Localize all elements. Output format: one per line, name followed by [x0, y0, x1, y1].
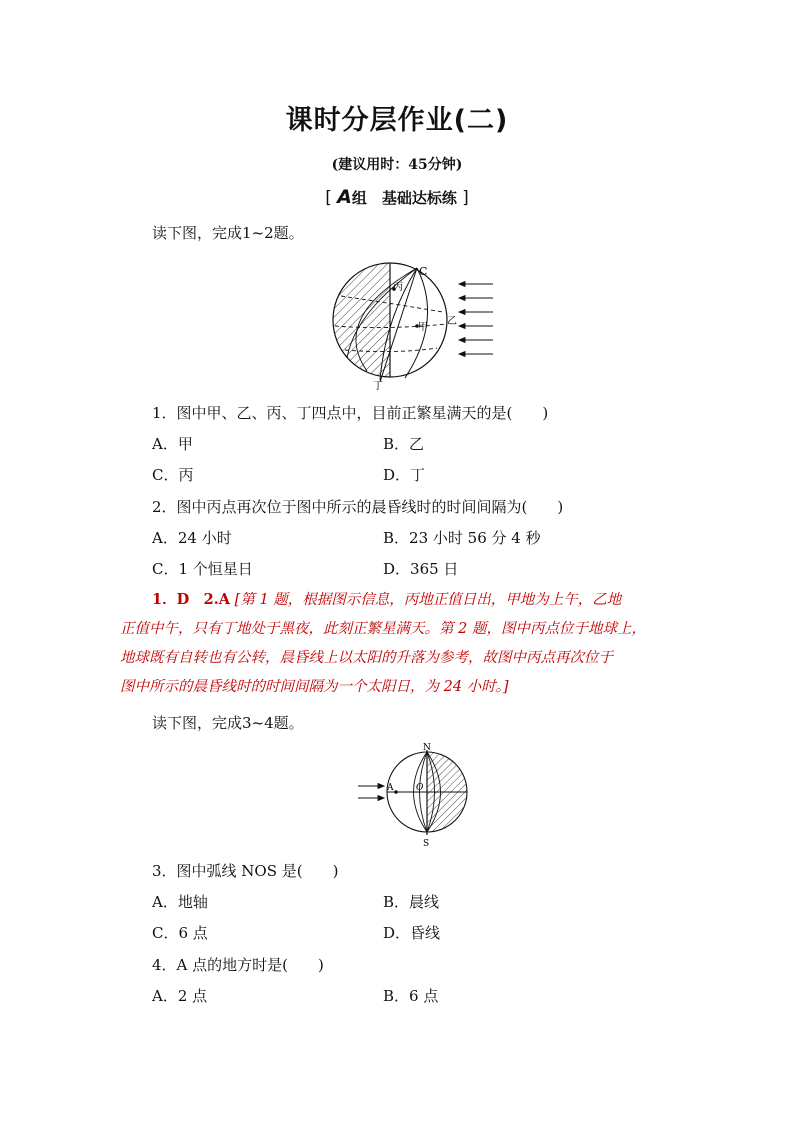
label-ding: 丁 [373, 381, 383, 390]
q3-option-a: A．地轴 [152, 893, 208, 911]
label-jia: 甲 [418, 322, 428, 333]
section2-intro: 读下图，完成3~4题。 [152, 714, 304, 732]
q3-option-c: C．6 点 [152, 924, 208, 942]
q2-option-d: D．365 日 [383, 560, 459, 578]
q2-stem: 2．图中丙点再次位于图中所示的晨昏线时的时间间隔为( ) [152, 498, 564, 516]
q1-stem: 1．图中甲、乙、丙、丁四点中，目前正繁星满天的是( ) [152, 404, 549, 422]
answer-line-4: 图中所示的晨昏线时的时间间隔为一个太阳日，为 24 小时。] [120, 679, 509, 695]
label-o: O [416, 783, 424, 793]
q1-option-b: B．乙 [383, 435, 425, 453]
q3-stem: 3．图中弧线 NOS 是( ) [152, 862, 339, 880]
q4-option-b: B．6 点 [383, 987, 439, 1005]
answer-line-2: 正值中午，只有丁地处于黑夜，此刻正繁星满天。第 2 题，图中丙点位于地球上， [120, 621, 646, 637]
q2-option-a: A．24 小时 [152, 529, 232, 547]
label-s: S [423, 839, 430, 849]
q2-option-c: C．1 个恒星日 [152, 560, 253, 578]
group-name: 组 基础达标练 [351, 189, 457, 207]
label-a: A [387, 783, 394, 793]
label-c: C [419, 265, 428, 278]
q3-option-b: B．晨线 [383, 893, 440, 911]
answer-line-3: 地球既有自转也有公转，晨昏线上以太阳的升落为参考，故图中丙点再次位于 [120, 650, 613, 666]
group-heading [0, 186, 794, 208]
section1-intro: 读下图，完成1~2题。 [152, 224, 304, 242]
q1-option-a: A．甲 [152, 435, 193, 453]
answer-key: 1．D 2.A [152, 591, 231, 608]
q1-option-d: D．丁 [383, 466, 426, 484]
suggested-time: (建议用时：45分钟) [331, 157, 463, 173]
answer-line-1: [第 1 题，根据图示信息，丙地正值日出，甲地为上午，乙地 [234, 592, 622, 608]
group-bracket-close: ] [462, 188, 469, 208]
page-title: 课时分层作业(二) [285, 105, 509, 136]
q1-option-c: C．丙 [152, 466, 194, 484]
figure-globe-2 [352, 742, 472, 850]
label-yi: 乙 [447, 316, 457, 327]
sunlight-arrows-2 [358, 784, 384, 801]
q4-option-a: A．2 点 [152, 987, 208, 1005]
q2-option-b: B．23 小时 56 分 4 秒 [383, 529, 541, 547]
q3-option-d: D．昏线 [383, 924, 441, 942]
label-bing: 丙 [393, 282, 403, 293]
figure-globe-1 [325, 258, 505, 390]
q4-stem: 4．A 点的地方时是( ) [152, 956, 324, 974]
group-letter: A [337, 186, 352, 208]
group-bracket-open: [ [325, 188, 332, 208]
answer-explanation [120, 585, 680, 702]
sunlight-arrows [459, 282, 493, 357]
label-n: N [423, 743, 431, 753]
